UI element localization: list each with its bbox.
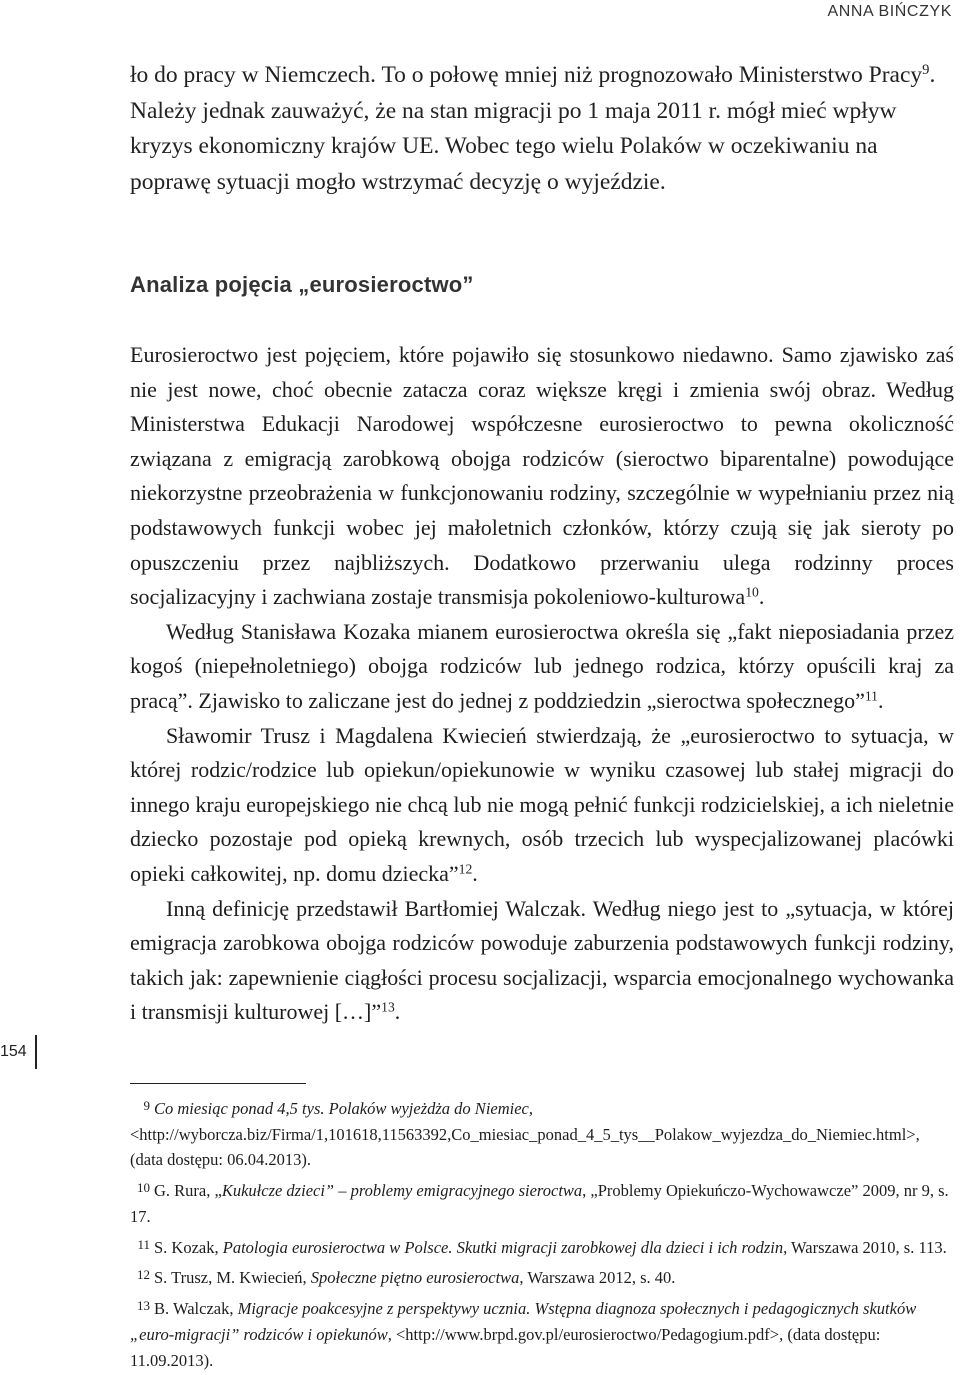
section-heading: Analiza pojęcia „eurosieroctwo”	[130, 272, 474, 297]
paragraph-2: Według Stanisława Kozaka mianem eurosieroctwa określa się „fakt nieposiadania przez kogoś (niepełnoletniego) obojga rodziców lub jednego rodzica, którzy opuścili kraj za pracą”. Zjawisko to zaliczane jest do jednej z poddziedzin „sieroctwa społecznego”$^{11}$.	[130, 618, 954, 713]
footnote-ref-13[interactable]: 13	[381, 999, 395, 1015]
section-body	[130, 338, 954, 1030]
footnote-ref-10[interactable]: 10	[745, 584, 759, 600]
footnotes	[130, 1093, 954, 1375]
footnote-12: 12 S. Trusz, M. Kwiecień, Społeczne piętno eurosieroctwa, Warszawa 2012, s. 40.	[137, 1267, 676, 1288]
footnote-separator	[130, 1083, 306, 1084]
page-number: 154	[0, 1043, 27, 1060]
intro-paragraph: ło do pracy w Niemczech. To o połowę mniej niż prognozowało Ministerstwo Pracy$^9$. Należy jednak zauważyć, że na stan migracji po 1 maja 2011 r. mógł mieć wpływ kryzys ekonomiczny krajów UE. Wobec tego wielu Polaków w oczekiwaniu na poprawę sytuacji mogło wstrzymać decyzję o wyjeździe.	[130, 62, 936, 195]
footnote-9: 9 Co miesiąc ponad 4,5 tys. Polaków wyjeżdża do Niemiec, <http://wyborcza.biz/Firma/1,101618,11563392,Co_miesiac_ponad_4_5_tys__Polakow_wyjezdza_do_Niemiec.html>, (data dostępu: 06.04.2013).	[130, 1098, 920, 1170]
running-header-author: ANNA BIŃCZYK	[827, 3, 952, 20]
footnote-ref-12[interactable]: 12	[458, 861, 473, 877]
paragraph-4: Inną definicję przedstawił Bartłomiej Walczak. Według niego jest to „sytuacja, w której emigracja zarobkowa obojga rodziców powoduje zaburzenia podstawowych funkcji rodziny, takich jak: zapewnienie ciągłości procesu socjalizacji, wsparcia emocjonalnego wychowanka i transmisji kulturowej […]”$^{13}$.	[130, 895, 954, 1025]
page-number-bar	[35, 1035, 37, 1069]
page-content	[130, 58, 954, 1025]
footnote-ref-9[interactable]: 9	[922, 62, 930, 78]
footnote-ref-11[interactable]: 11	[864, 688, 878, 704]
footnote-10: 10 G. Rura, „Kukułcze dzieci” – problemy emigracyjnego sieroctwa, „Problemy Opiekuńczo-Wychowawcze” 2009, nr 9, s. 17.	[130, 1180, 949, 1226]
paragraph-3: Sławomir Trusz i Magdalena Kwiecień stwierdzają, że „eurosieroctwo to sytuacja, w której rodzic/rodzice lub opiekun/opiekunowie w wyniku czasowej lub stałej migracji do innego kraju europejskiego nie chcą lub nie mogą pełnić funkcji rodzicielskiej, a ich nieletnie dziecko pozostaje pod opieką krewnych, osób trzecich lub wyspecjalizowanej placówki opieki całkowitej, np. domu dziecka”$^{12}$.	[130, 722, 954, 886]
paragraph-1: Eurosieroctwo jest pojęciem, które pojawiło się stosunkowo niedawno. Samo zjawisko zaś nie jest nowe, choć obecnie zatacza coraz większe kręgi i zmienia swój obraz. Według Ministerstwa Edukacji Narodowej współczesne eurosieroctwo to pewna okoliczność związana z emigracją zarobkową obojga rodziców (sieroctwo biparentalne) powodujące niekorzystne przeobrażenia w funkcjonowaniu rodziny, szczególnie w wypełnianiu przez nią podstawowych funkcji wobec jej małoletnich członków, którzy czują się jak sieroty po opuszczeniu przez najbliższych. Dodatkowo przerwaniu ulega rodzinny proces socjalizacyjny i zachwiana zostaje transmisja pokoleniowo-kulturowa$^{10}$.	[130, 342, 954, 610]
footnote-13: 13 B. Walczak, Migracje poakcesyjne z perspektywy ucznia. Wstępna diagnoza społecznych i pedagogicznych skutków „euro-migracji” rodziców i opiekunów, <http://www.brpd.gov.pl/eurosieroctwo/Pedagogium.pdf>, (data dostępu: 11.09.2013).	[130, 1298, 917, 1370]
footnote-11: 11 S. Kozak, Patologia eurosieroctwa w Polsce. Skutki migracji zarobkowej dla dzieci i ich rodzin, Warszawa 2010, s. 113.	[137, 1236, 947, 1257]
